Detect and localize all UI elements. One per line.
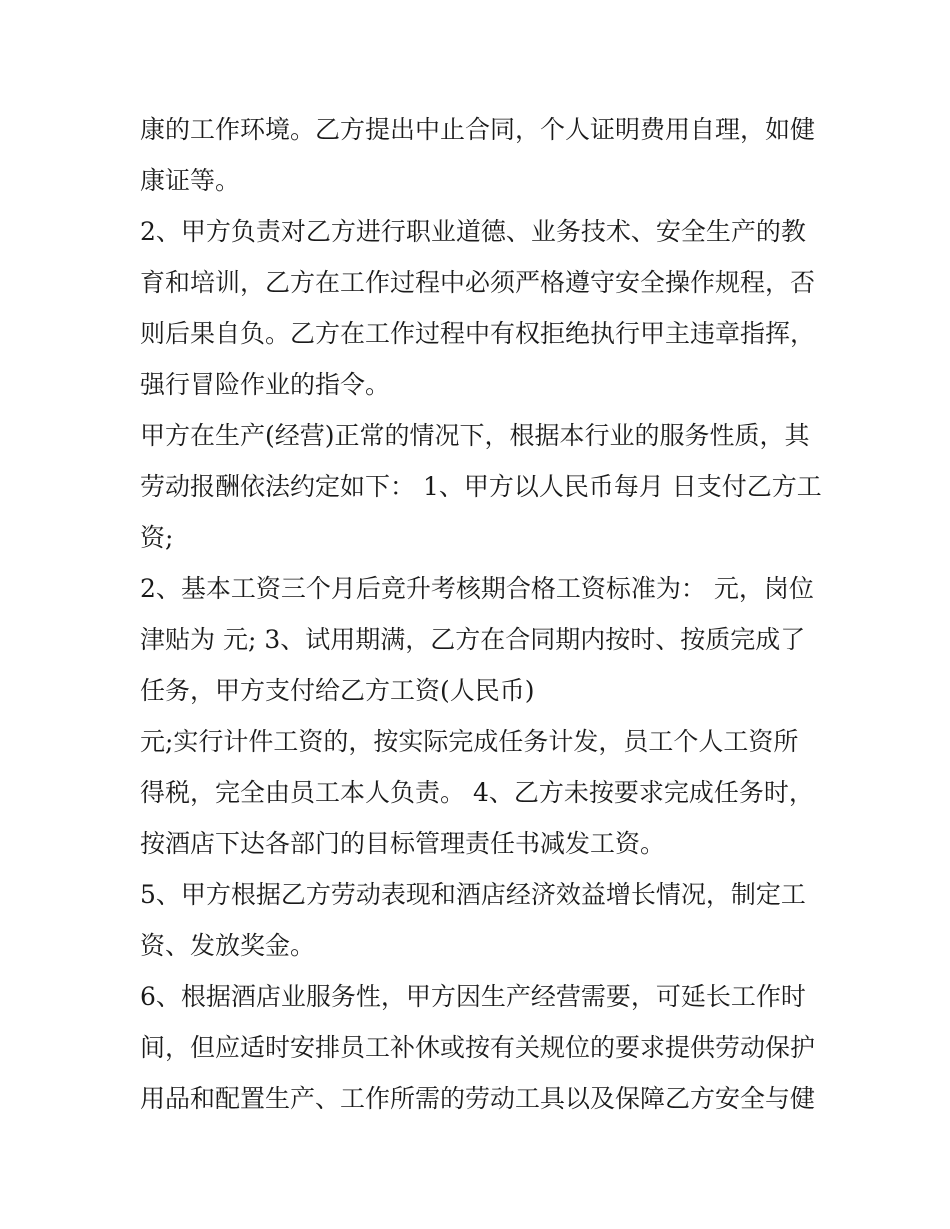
text-line-5: 则后果自负。乙方在工作过程中有权拒绝执行甲主违章指挥， xyxy=(140,319,816,348)
text-line-17: 资、发放奖金。 xyxy=(140,931,316,960)
text-line-11: 津贴为 元; 3、试用期满，乙方在合同期内按时、按质完成了 xyxy=(140,625,806,654)
text-line-10: 2、基本工资三个月后竞升考核期合格工资标准为： 元，岗位 xyxy=(140,574,814,603)
text-line-4: 育和培训，乙方在工作过程中必须严格遵守安全操作规程，否 xyxy=(140,268,816,297)
text-line-15: 按酒店下达各部门的目标管理责任书减发工资。 xyxy=(140,829,666,858)
text-line-9: 资; xyxy=(140,523,174,552)
text-line-19: 间，但应适时安排员工补休或按有关规位的要求提供劳动保护 xyxy=(140,1033,816,1062)
text-line-18: 6、根据酒店业服务性，甲方因生产经营需要，可延长工作时 xyxy=(140,982,806,1011)
text-line-20: 用品和配置生产、工作所需的劳动工具以及保障乙方安全与健 xyxy=(140,1084,816,1113)
text-line-6: 强行冒险作业的指令。 xyxy=(140,370,391,399)
text-line-7: 甲方在生产(经营)正常的情况下，根据本行业的服务性质，其 xyxy=(140,421,810,450)
text-line-13: 元;实行计件工资的，按实际完成任务计发，员工个人工资所 xyxy=(140,727,799,756)
text-line-2: 康证等。 xyxy=(140,166,241,195)
text-line-1: 康的工作环境。乙方提出中止合同，个人证明费用自理，如健 xyxy=(140,115,816,144)
text-line-3: 2、甲方负责对乙方进行职业道德、业务技术、安全生产的教 xyxy=(140,217,806,246)
text-line-8: 劳动报酬依法约定如下： 1、甲方以人民币每月 日支付乙方工 xyxy=(140,472,822,501)
text-line-16: 5、甲方根据乙方劳动表现和酒店经济效益增长情况，制定工 xyxy=(140,880,806,909)
document-body xyxy=(140,104,820,1124)
text-line-12: 任务，甲方支付给乙方工资(人民币) xyxy=(140,676,535,705)
text-line-14: 得税，完全由员工本人负责。 4、乙方未按要求完成任务时， xyxy=(140,778,814,807)
